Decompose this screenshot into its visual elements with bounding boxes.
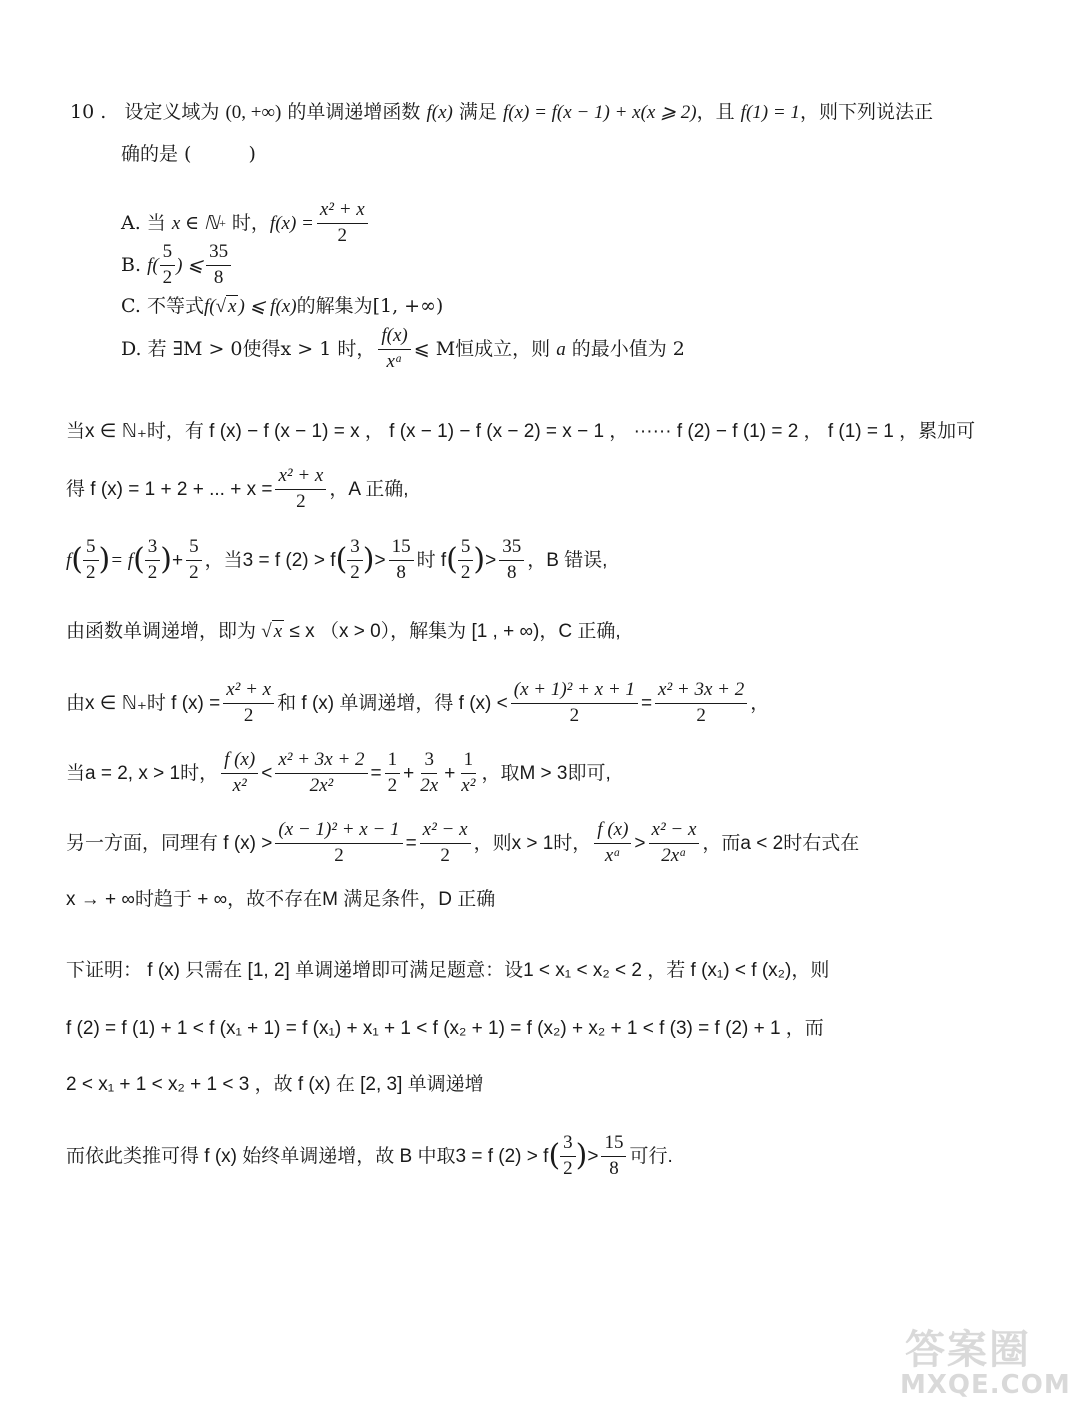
- solution-text: >: [587, 1145, 599, 1167]
- fraction-den: 2: [569, 704, 580, 726]
- solution-text: = f: [110, 549, 134, 571]
- stem-initial: f(1) = 1: [740, 102, 800, 123]
- solution-text: >: [634, 832, 646, 854]
- fraction-den: x²: [232, 774, 247, 796]
- solution-text: 时 f: [416, 549, 447, 571]
- option-d: [121, 326, 685, 372]
- stem-text: ，则下列说法正: [799, 101, 933, 123]
- solution-text: ，而a < 2时右式在: [702, 832, 860, 854]
- fraction-den: 2: [189, 561, 199, 583]
- solution-line-11: [66, 1075, 484, 1094]
- solution-line-8: [66, 890, 495, 909]
- option-b-frac-1: [160, 242, 176, 289]
- solution-text: ，当3 = f (2) > f: [204, 549, 336, 571]
- fraction-num: 3: [145, 537, 161, 561]
- solution-fraction: [458, 750, 478, 797]
- fraction-num: x² + x: [275, 466, 326, 490]
- stem-text: 设定义域为: [124, 101, 220, 123]
- fraction-num: 35: [206, 242, 231, 266]
- fraction-den: 8: [396, 561, 406, 583]
- solution-text: +: [172, 549, 184, 571]
- fraction-den: 2: [86, 561, 96, 583]
- solution-text: ，B 错误,: [527, 549, 608, 571]
- fraction-den: 2: [563, 1157, 573, 1179]
- fraction-num: x² + 3x + 2: [655, 680, 747, 704]
- option-d-text: 的最小值为 2: [571, 337, 685, 360]
- solution-fraction: [417, 750, 441, 797]
- option-a-mid: 时，: [231, 211, 270, 234]
- stem-text: 确的是 ( ): [121, 143, 256, 165]
- solution-line-5: [66, 680, 769, 726]
- fraction-num: x² − x: [420, 820, 471, 844]
- stem-text: 的单调递增函数: [287, 101, 421, 123]
- fraction-num: 5: [458, 537, 474, 561]
- solution-text: f: [66, 549, 72, 571]
- solution-line-10: [66, 1019, 824, 1038]
- option-a-fraction: [317, 200, 368, 247]
- fraction-den: xᵃ: [386, 350, 403, 372]
- option-c-sqrt: x: [228, 296, 237, 317]
- fraction-den: 2xᵃ: [661, 844, 687, 866]
- solution-fraction: [594, 820, 631, 867]
- fraction-num: x² − x: [649, 820, 700, 844]
- option-b-prefix: B.: [121, 253, 142, 276]
- option-a-lhs: f(x) =: [269, 212, 314, 234]
- solution-text: 当x ∈ ℕ₊时，有 f (x) − f (x − 1) = x ， f (x − 1) − f (x − 2) = x − 1 ， ······ f (2) − f (1) = 2 ， f (1) = 1 ，累加可: [66, 421, 976, 442]
- solution-text: =: [640, 692, 653, 714]
- fraction-den: 8: [213, 266, 224, 288]
- solution-text: <: [261, 762, 273, 784]
- fraction-den: 2x: [420, 774, 439, 796]
- solution-text: 下证明： f (x) 只需在 [1, 2] 单调递增即可满足题意：设1 < x₁ < x₂ < 2 ，若 f (x₁) < f (x₂)，则: [66, 960, 830, 981]
- fraction-num: f (x): [221, 750, 258, 774]
- option-d-fraction: [378, 326, 410, 373]
- solution-text: 和 f (x) 单调递增，得 f (x) <: [277, 692, 508, 714]
- solution-text: ，取M > 3即可,: [481, 762, 611, 784]
- solution-line-7: [66, 820, 859, 866]
- solution-text: ，则x > 1时，: [473, 832, 592, 854]
- solution-text: x → + ∞时趋于 + ∞，故不存在M 满足条件，D 正确: [66, 889, 496, 910]
- fraction-den: 2: [162, 266, 173, 288]
- solution-text: 当a = 2, x > 1时，: [66, 762, 219, 784]
- fraction-den: 2: [243, 704, 254, 726]
- option-a: [121, 200, 371, 246]
- solution-text: ≤ x （x > 0），解集为 [1 , + ∞)，C 正确,: [289, 621, 621, 642]
- solution-fraction: [655, 680, 747, 727]
- solution-text: =: [405, 832, 417, 854]
- solution-fraction: [347, 537, 363, 584]
- fraction-den: 2: [387, 774, 398, 796]
- fraction-num: 3: [560, 1133, 576, 1157]
- option-a-prefix: A. 当: [121, 211, 166, 234]
- solution-text: 得 f (x) = 1 + 2 + ... + x =: [66, 478, 273, 500]
- fraction-num: (x + 1)² + x + 1: [511, 680, 638, 704]
- fraction-num: 15: [389, 537, 414, 561]
- solution-fraction: [83, 537, 99, 584]
- solution-line-2: [66, 466, 409, 512]
- stem-domain: (0, +∞): [225, 102, 282, 123]
- solution-fraction: [145, 537, 161, 584]
- watermark-top: 答案圈: [905, 1327, 1031, 1373]
- option-c-text: C. 不等式: [121, 295, 204, 317]
- fraction-num: 3: [347, 537, 363, 561]
- solution-fraction: [420, 820, 471, 867]
- option-c-text: 的解集为[1, +∞): [296, 295, 444, 317]
- stem-text: 满足: [458, 101, 497, 123]
- question-line-2: [121, 145, 256, 164]
- option-a-cond: x ∈ ℕ: [171, 212, 220, 234]
- fraction-den: 2: [460, 561, 471, 583]
- solution-fraction: [601, 1133, 626, 1180]
- solution-fraction: [221, 750, 258, 797]
- stem-text: ，且: [696, 101, 735, 123]
- solution-line-1: [66, 422, 975, 441]
- solution-text: 而依此类推可得 f (x) 始终单调递增，故 B 中取3 = f (2) > f: [66, 1145, 549, 1167]
- solution-line-6: [66, 750, 611, 796]
- solution-text: 由函数单调递增，即为: [66, 621, 257, 642]
- solution-fraction: [275, 820, 402, 867]
- fraction-den: 2: [296, 490, 306, 512]
- solution-text: +: [403, 762, 415, 784]
- option-b: [121, 240, 234, 288]
- fraction-num: 1: [385, 750, 401, 774]
- solution-text: f (2) = f (1) + 1 < f (x₁ + 1) = f (x₁) + x₁ + 1 < f (x₂ + 1) = f (x₂) + x₂ + 1 < f (3) = f (2) + 1 ，而: [66, 1018, 824, 1039]
- solution-fraction: [275, 750, 367, 797]
- option-d-text: ⩽ M恒成立，则: [413, 337, 551, 360]
- fraction-num: 5: [83, 537, 99, 561]
- fraction-den: 8: [609, 1157, 619, 1179]
- fraction-den: 8: [506, 561, 517, 583]
- option-c: C. 不等式f(√ x ) ⩽ f(x)的解集为[1, +∞): [121, 295, 444, 317]
- fraction-num: 35: [499, 537, 524, 561]
- watermark-bottom: MXQE.COM: [900, 1370, 1071, 1400]
- fraction-num: 15: [601, 1133, 626, 1157]
- fraction-den: xᵃ: [604, 844, 621, 866]
- fraction-num: (x − 1)² + x − 1: [275, 820, 402, 844]
- solution-fraction: [389, 537, 414, 584]
- option-a-sub: +: [219, 216, 226, 230]
- fraction-num: x² + x: [223, 680, 274, 704]
- solution-line-4: 由函数单调递增，即为 √ x ≤ x （x > 0），解集为 [1 , + ∞)，C 正确,: [66, 621, 621, 642]
- option-c-f: f(: [203, 296, 216, 317]
- option-c-rel: ) ⩽ f(x): [238, 296, 297, 317]
- option-b-rel: ) ⩽: [176, 254, 204, 276]
- option-d-text: D. 若 ∃M > 0使得x > 1 时，: [121, 337, 376, 360]
- question-line-1: [70, 103, 933, 122]
- fraction-num: x² + x: [317, 200, 368, 224]
- solution-fraction: [385, 750, 401, 797]
- fraction-den: 2: [334, 844, 344, 866]
- solution-line-3: f ( $\frac{5}{2}$ ) = f ( $\frac{3}{2}$ ) + $\frac{5}{2}$ ，当3 = f (2) > f ( $\frac{3}{2}$ ) > $\frac{15}{8}$ 时 f ( $\frac{5}{2}$ ) > $\frac{35}{8}$ ，B 错误,: [66, 535, 608, 583]
- stem-equation: f(x) = f(x − 1) + x(x ⩾ 2): [502, 102, 697, 123]
- fraction-num: 3: [421, 750, 437, 774]
- fraction-den: 2: [440, 844, 450, 866]
- stem-function: f(x): [426, 102, 453, 123]
- solution-fraction: [499, 537, 524, 584]
- solution-text: 可行.: [629, 1145, 673, 1167]
- solution-fraction: [186, 537, 202, 584]
- solution-text: 另一方面，同理有 f (x) >: [66, 832, 273, 854]
- solution-text: >: [485, 549, 497, 571]
- fraction-den: 2: [696, 704, 706, 726]
- solution-text: =: [370, 762, 382, 784]
- fraction-den: 2: [350, 561, 360, 583]
- solution-text: >: [374, 549, 386, 571]
- fraction-den: 2: [337, 224, 348, 246]
- solution-line-12: 而依此类推可得 f (x) 始终单调递增，故 B 中取3 = f (2) > f ( $\frac{3}{2}$ ) > $\frac{15}{8}$ 可行.: [66, 1131, 673, 1179]
- solution-text: 2 < x₁ + 1 < x₂ + 1 < 3 ，故 f (x) 在 [2, 3] 单调递增: [66, 1074, 484, 1095]
- solution-text: ，: [750, 692, 770, 714]
- solution-text: 由x ∈ ℕ₊时 f (x) =: [66, 692, 221, 714]
- fraction-num: f(x): [378, 326, 410, 350]
- watermark-url: [900, 1370, 1071, 1400]
- option-b-frac-2: [206, 242, 231, 289]
- fraction-num: 1: [461, 750, 477, 774]
- solution-text: ，A 正确,: [329, 478, 409, 500]
- watermark-logo: [905, 1318, 1031, 1375]
- fraction-den: x²: [461, 774, 476, 796]
- question-number: 10 .: [70, 101, 107, 123]
- solution-line-9: [66, 961, 829, 980]
- solution-text: +: [444, 762, 456, 784]
- option-d-var: a: [556, 338, 566, 360]
- solution-fraction: [649, 820, 700, 867]
- fraction-num: 5: [186, 537, 202, 561]
- fraction-den: 2x²: [309, 774, 334, 796]
- solution-fraction: [223, 680, 274, 727]
- fraction-num: f (x): [594, 820, 631, 844]
- solution-fraction: [560, 1133, 576, 1180]
- solution-fraction: [458, 537, 474, 584]
- fraction-num: x² + 3x + 2: [275, 750, 367, 774]
- option-b-f: f(: [147, 254, 159, 276]
- fraction-num: 5: [160, 242, 176, 266]
- solution-fraction: [511, 680, 638, 727]
- solution-sqrt: x: [273, 621, 283, 642]
- solution-fraction: [275, 466, 326, 513]
- fraction-den: 2: [147, 561, 158, 583]
